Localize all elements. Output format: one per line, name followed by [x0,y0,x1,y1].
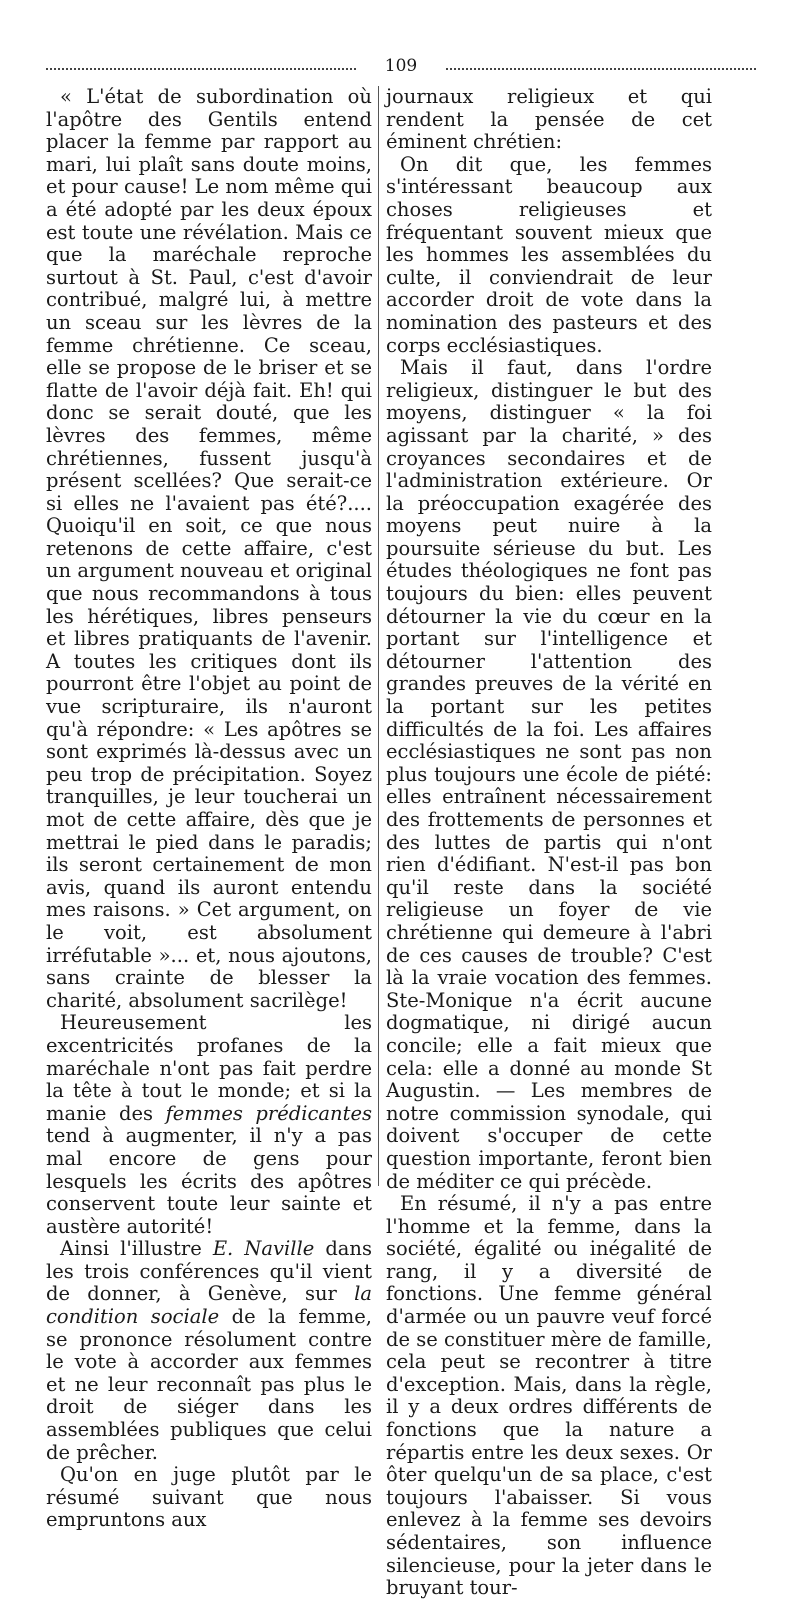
page-header [46,56,756,78]
left-p3-italic-2: la condition sociale [46,1282,372,1329]
left-p2-italic: femmes prédicantes [165,1101,372,1125]
right-paragraph-4: En résumé, il n'y a pas entre l'homme et la femme, dans la société, égalité ou inégalité de rang, il y a diversité de fonctions. Une femme général d'armée ou un pauvre veuf forcé de se constituer mère de famille, cela peut se recontrer à titre d'exception. Mais, dans la règle, il y a deux ordres différents de fonctions que la nature a répartis entre les deux sexes. Or ôter quelqu'un de sa place, c'est toujours l'abaisser. Si vous enlevez à la femme ses devoirs sédentaires, son influence silencieuse, pour la jeter dans le bruyant tour- [386,1192,712,1600]
left-p2-text-a: Heureusement les excentricités profanes de la maréchale n'ont pas fait perdre la tête à tout le monde; et si la manie des [46,1011,372,1125]
left-p3-text-a: Ainsi l'illustre [60,1237,213,1261]
left-p2-text-b: tend à augmenter, il n'y a pas mal encore de gens pour lesquels les écrits des apôtres conservent toute leur sainte et austère autorité! [46,1124,372,1238]
left-p3-text-c: de la femme, se prononce résolument contre le vote à accorder aux femmes et ne leur reconnaît pas plus le droit de siéger dans les assemblées publiques que celui de prêcher. [46,1305,372,1464]
left-column [46,86,372,1532]
right-paragraph-3: Mais il faut, dans l'ordre religieux, distinguer le but des moyens, distinguer « la foi agissant par la charité, » des croyances secondaires et de l'administration extérieure. Or la préoccupation exagérée des moyens peut nuire à la poursuite sérieuse du but. Les études théologiques ne font pas toujours du bien: elles peuvent détourner la vie du cœur en la portant sur l'intelligence et détourner l'attention des grandes preuves de la vérité en la portant sur les petites difficultés de la foi. Les affaires ecclésiastiques ne sont pas non plus toujours une école de piété: elles entraînent nécessairement des frottements de personnes et des luttes de partis qui n'ont rien d'édifiant. N'est-il pas bon qu'il reste dans la société religieuse un foyer de vie chrétienne qui demeure à l'abri de ces causes de trouble? C'est là la vraie vocation des femmes. Ste-Monique n'a écrit aucune dogmatique, ni dirigé aucun concile; elle a fait mieux que cela: elle a donné au monde St Augustin. — Les membres de notre commission synodale, qui doivent s'occuper de cette question importante, feront bien de méditer ce qui précède. [386,356,712,1193]
right-column [386,86,712,1600]
right-paragraph-2: On dit que, les femmes s'intéressant beaucoup aux choses religieuses et fréquentant souvent mieux que les hommes les assemblées du culte, il conviendrait de leur accorder droit de vote dans la nomination des pasteurs et des corps ecclésiastiques. [386,152,712,357]
column-divider [378,86,379,1186]
left-p3-italic-1: E. Naville [212,1237,315,1261]
left-paragraph-2 [46,1012,372,1238]
page-number: 109 [384,56,418,76]
right-paragraph-1: journaux religieux et qui rendent la pensée de cet éminent chrétien: [386,85,712,154]
left-paragraph-3 [46,1238,372,1464]
left-paragraph-4: Qu'on en juge plutôt par le résumé suivant que nous empruntons aux [46,1463,372,1532]
left-paragraph-1: « L'état de subordination où l'apôtre des Gentils entend placer la femme par rapport au mari, lui plaît sans doute moins, et pour cause! Le nom même qui a été adopté par les deux époux est toute une révélation. Mais ce que la maréchale reproche surtout à St. Paul, c'est d'avoir contribué, malgré lui, à mettre un sceau sur les lèvres de la femme chrétienne. Ce sceau, elle se propose de le briser et se flatte de l'avoir déjà fait. Eh! qui donc se serait douté, que les lèvres des femmes, même chrétiennes, fussent jusqu'à présent scellées? Que serait-ce si elles ne l'avaient pas été?.... Quoiqu'il en soit, ce que nous retenons de cette affaire, c'est un argument nouveau et original que nous recommandons à tous les hérétiques, libres penseurs et libres pratiquants de l'avenir. A toutes les critiques dont ils pourront être l'objet au point de vue scripturaire, ils n'auront qu'à répondre: « Les apôtres se sont exprimés là-dessus avec un peu trop de précipitation. Soyez tranquilles, je leur toucherai un mot de cette affaire, dès que je mettrai le pied dans le paradis; ils seront certainement de mon avis, quand ils auront entendu mes raisons. » Cet argument, on le voit, est absolument irréfutable »... et, nous ajoutons, sans crainte de blesser la charité, absolument sacrilège! [46,85,372,1012]
header-rule-right [446,68,756,70]
header-rule-left [46,68,356,70]
left-p3-text-b: dans les trois conférences qu'il vient de donner, à Genève, sur [46,1237,372,1306]
